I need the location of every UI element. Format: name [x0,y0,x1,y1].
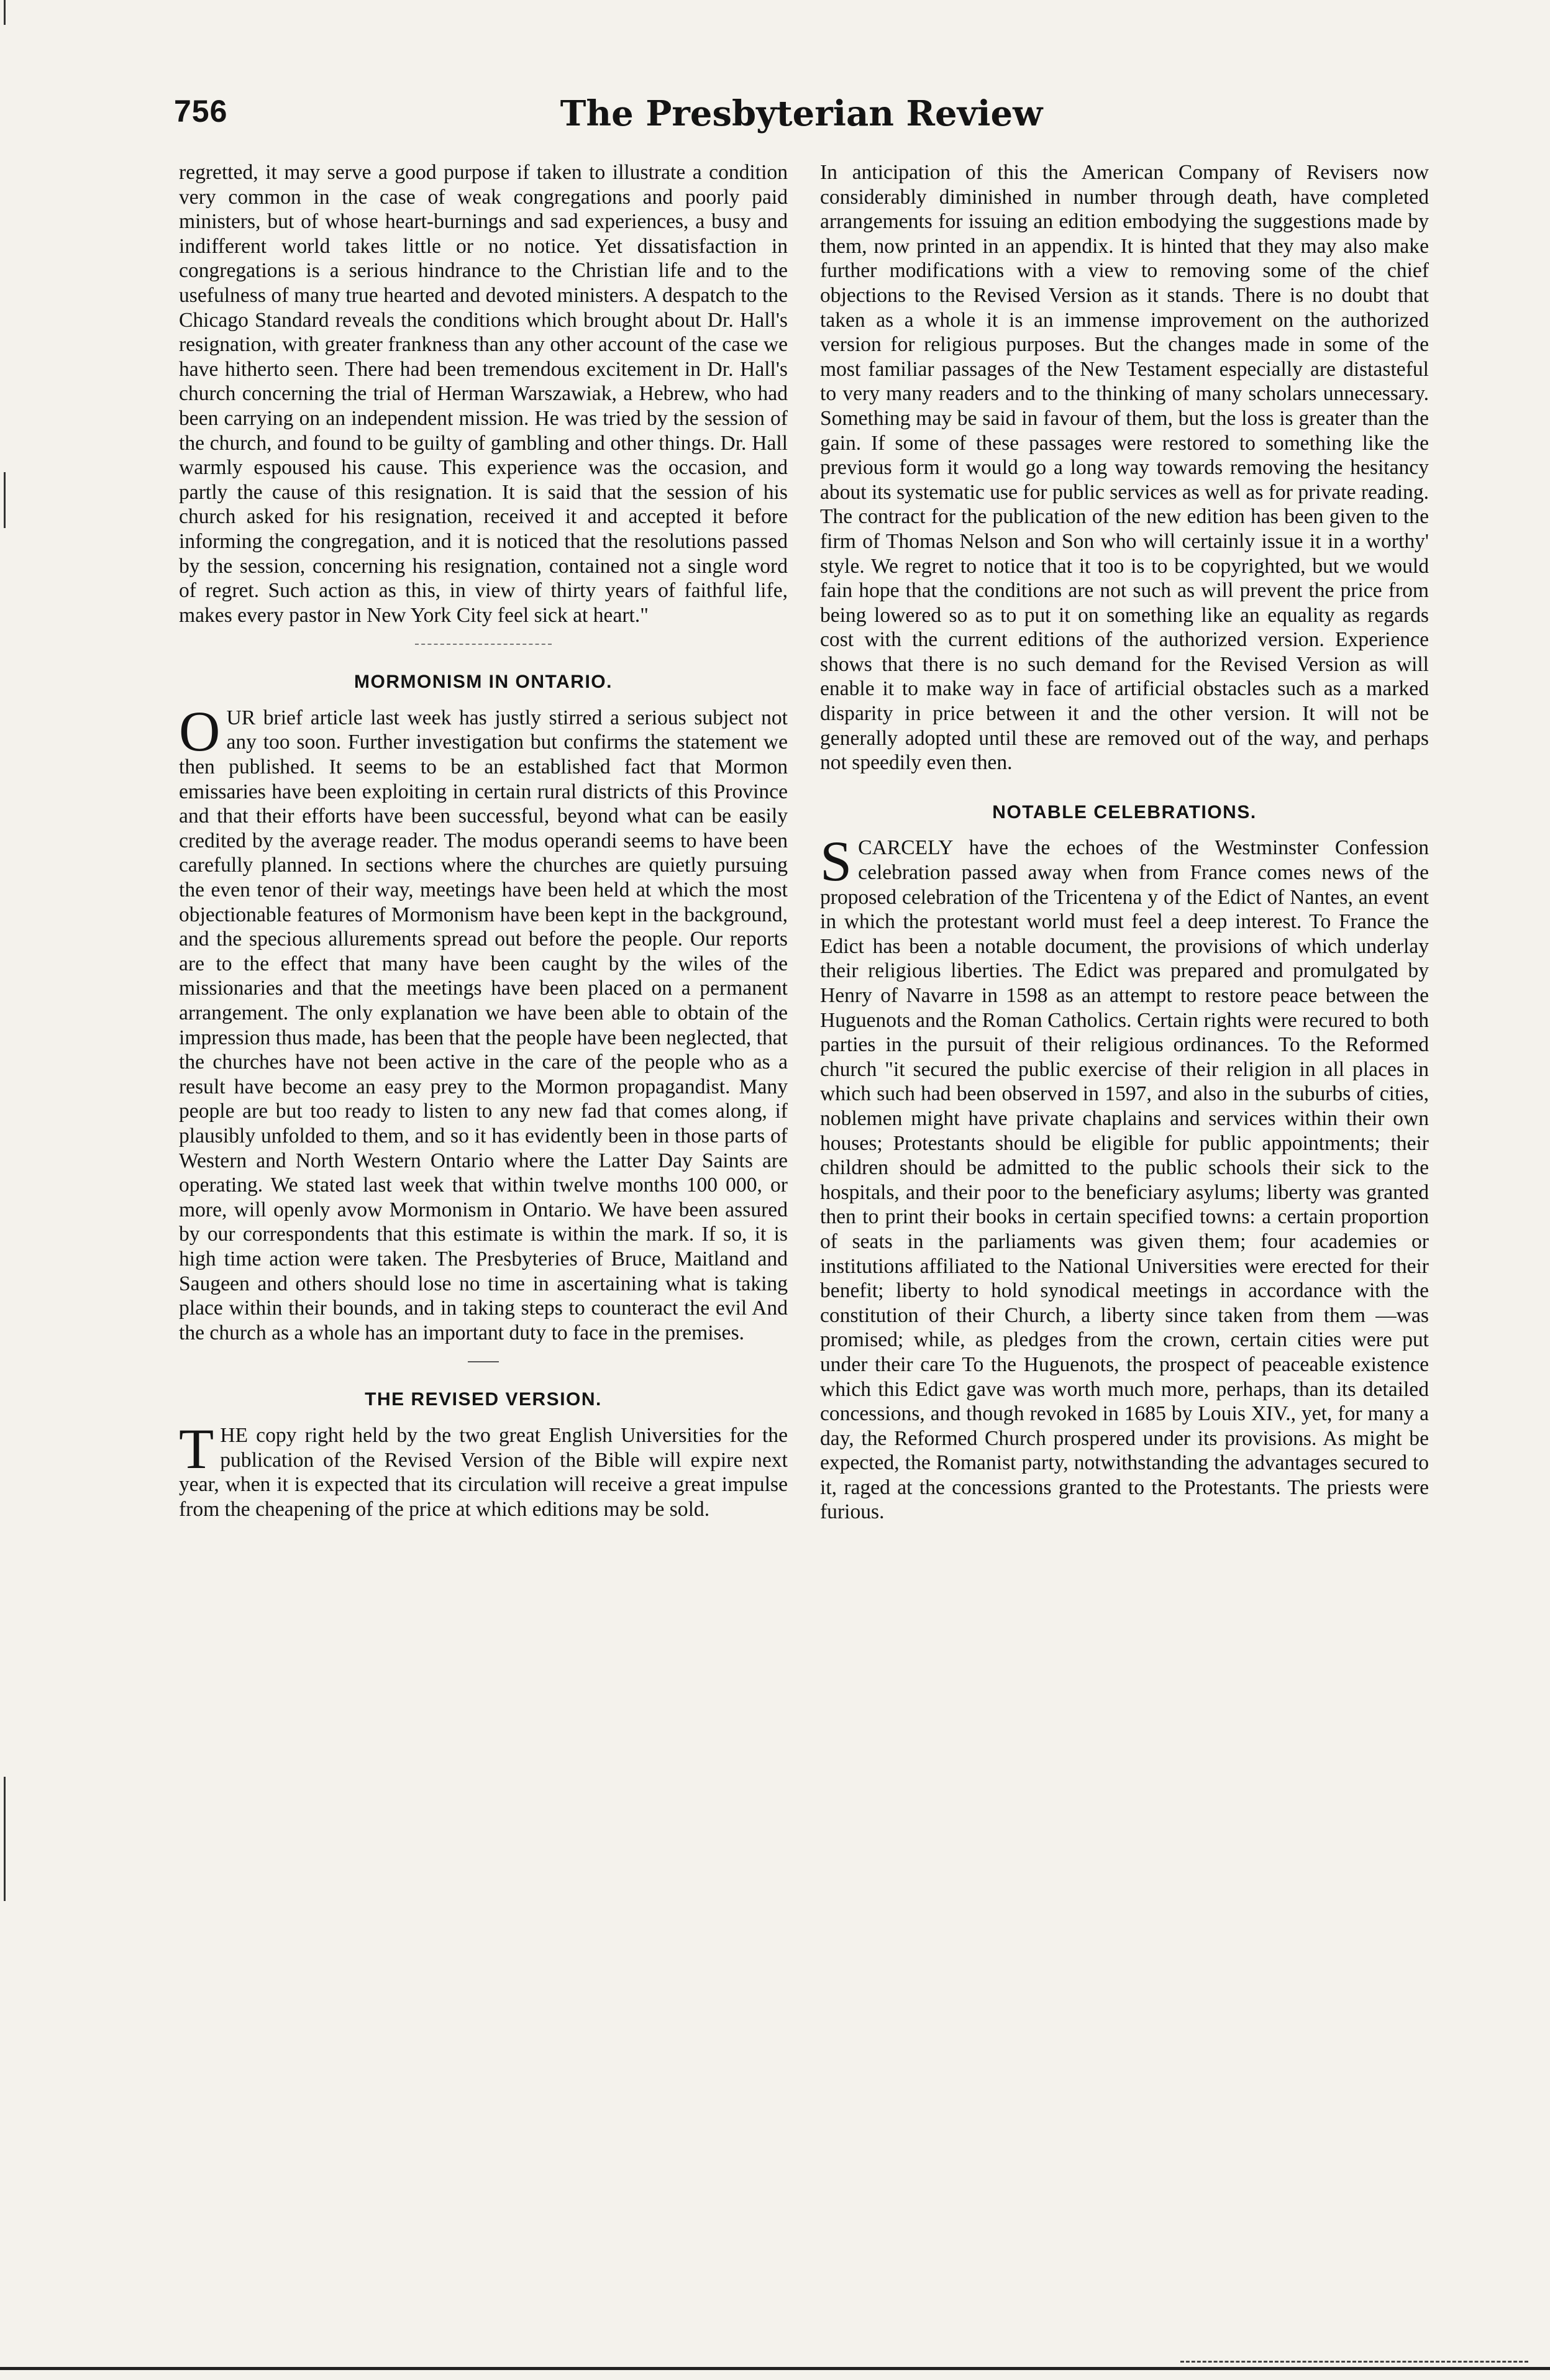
mormonism-body: UR brief article last week has justly stirred a serious subject not any too soon. Further investigation but confirms the statement we then published. It seems to be an established fact that Mormon emissaries have been exploiting in certain rural districts of this Province and that their efforts have been successful, beyond what can be easily credited by the average reader. The modus operandi seems to have been carefully planned. In sections where the churches are quietly pursuing the even tenor of their way, meetings have been held at which the most objectionable features of Mormonism have been kept in the background, and the specious allurements spread out before the people. Our reports are to the effect that many have been caught by the wiles of the missionaries and that the meetings have been placed on a permanent arrangement. The only explanation we have been able to obtain of the impression thus made, has been that the people have been neglected, that the churches have not been active in the care of the people who as a result have become an easy prey to the Mormon propagandist. Many people are but too ready to listen to any new fad that comes along, if plausibly unfolded to them, and so it has evidently been in those parts of Western and North Western Ontario where the Latter Day Saints are operating. We stated last week that within twelve months 100 000, or more, will openly avow Mormonism in Ontario. We have been assured by our correspondents that this estimate is within the mark. If so, it is high time action were taken. The Presbyteries of Bruce, Maitland and Saugeen and others should lose no time in ascertaining what is taking place within their bounds, and in taking steps to counteract the evil And the church as a whole has an important duty to face in the premises. [179,706,788,1344]
section-title-mormonism: MORMONISM IN ONTARIO. [354,672,613,693]
notable-celebrations-article [820,829,1429,1525]
scan-edge-mark [4,472,6,528]
right-column [820,160,1429,2248]
article-continuation: regretted, it may serve a good purpose if taken to illustrate a condition very common in the case of weak congregations and poorly paid ministers, but of whose heart-burnings and sad experiences, a busy and indifferent world takes little or no notice. Yet dissatisfaction in congregations is a serious hindrance to the Christian life and to the usefulness of many true hearted and devoted ministers. A despatch to the Chicago Standard reveals the conditions which brought about Dr. Hall's resignation, with greater frankness than any other account of the case we have hitherto seen. There had been tremendous excitement in Dr. Hall's church concerning the trial of Herman Warszawiak, a Hebrew, who had been carrying on an independent mission. He was tried by the session of the church, and found to be guilty of gambling and other things. Dr. Hall warmly espoused his cause. This experience was the occasion, and partly the cause of this resignation. It is said that the session of his church asked for his resignation, received it and accepted it before informing the congregation, and it is noticed that the resolutions passed by the session, concerning his resignation, contained not a single word of regret. Such action as this, in view of thirty years of faithful life, makes every pastor in New York City feel sick at heart." [179,161,788,627]
footer-rule [0,2367,1550,2370]
section-divider [468,1361,499,1362]
scan-edge-mark [4,0,6,25]
scan-edge-mark [4,1777,6,1901]
drop-cap: S [820,829,852,893]
mormonism-article [179,699,788,1345]
revised-version-body: HE copy right held by the two great English Universities for the publication of the Revised Version of the Bible will expire next year, when it is expected that its circulation will receive a great impulse from the cheapening of the price at which editions may be sold. [179,1423,788,1521]
section-divider [415,644,552,645]
notable-celebrations-body: CARCELY have the echoes of the Westminster Confession celebration passed away when from France comes news of the proposed celebration of the Tricentena y of the Edict of Nantes, an event in which the protestant world must feel a deep interest. To France the Edict has been a notable document, the provisions of which underlay their religious liberties. The Edict was prepared and promulgated by Henry of Navarre in 1598 as an attempt to restore peace between the Huguenots and the Roman Catholics. Certain rights were recured to both parties in the pursuit of their religious ordinances. To the Reformed church "it secured the public exercise of their religion in all places in which such had been observed in 1597, and also in the suburbs of cities, noblemen might have private chaplains and services within their own houses; Protestants should be eligible for public appointments; their children should be admitted to the public schools their sick to the hospitals, and their poor to the beneficiary asylums; liberty was granted then to print their books in certain specified towns: a certain proportion of seats in the parliaments was given them; four academies or institutions affiliated to the National Universities were erected for their benefit; liberty to hold synodical meetings in accordance with the constitution of their Church, a liberty since taken from them —was promised; while, as pledges from the crown, certain cities were put under their care To the Huguenots, the prospect of peaceable existence which this Edict gave was worth much more, perhaps, than its detailed concessions, and though revoked in 1685 by Louis XIV., yet, for many a day, the Reformed Church prospered under its provisions. As might be expected, the Romanist party, notwithstanding the advantages secured to it, raged at the concessions granted to the Protestants. The priests were furious. [820,836,1429,1524]
page-header [174,93,1429,143]
section-title-notable-celebrations: NOTABLE CELEBRATIONS. [992,801,1257,823]
drop-cap: O [179,699,221,763]
left-column [179,160,788,2248]
footer-rule-dashed [1180,2361,1528,2363]
running-head: The Presbyterian Review [560,93,1043,134]
drop-cap: T [179,1416,214,1480]
section-title-revised-version: THE REVISED VERSION. [365,1389,602,1410]
revised-version-article [179,1416,788,1521]
revised-version-continuation: In anticipation of this the American Company of Revisers now considerably diminished in number through death, have completed arrangements for issuing an edition embodying the suggestions made by them, now printed in an appendix. It is hinted that they may also make further modifications with a view to removing some of the chief objections to the Revised Version as it stands. There is no doubt that taken as a whole it is an immense improvement on the authorized version for religious purposes. But the changes made in some of the most familiar passages of the New Testament especially are distasteful to very many readers and to the thinking of many scholars unnecessary. Something may be said in favour of them, but the loss is greater than the gain. If some of these passages were restored to something like the previous form it would go a long way towards removing the hesitancy about its systematic use for public services as well as for private reading. The contract for the publication of the new edition has been given to the firm of Thomas Nelson and Son who will certainly issue it in a worthy' style. We regret to notice that it too is to be copyrighted, but we would fain hope that the conditions are not such as will prevent the price from being lowered so as to put it on something like an equality as regards cost with the current editions of the authorized version. Experience shows that there is no such demand for the Revised Version as will enable it to make way in face of artificial obstacles such as a marked disparity in price between it and the other version. It will not be generally adopted until these are removed out of the way, and perhaps not speedily even then. [820,161,1429,775]
page-number: 756 [174,94,228,129]
